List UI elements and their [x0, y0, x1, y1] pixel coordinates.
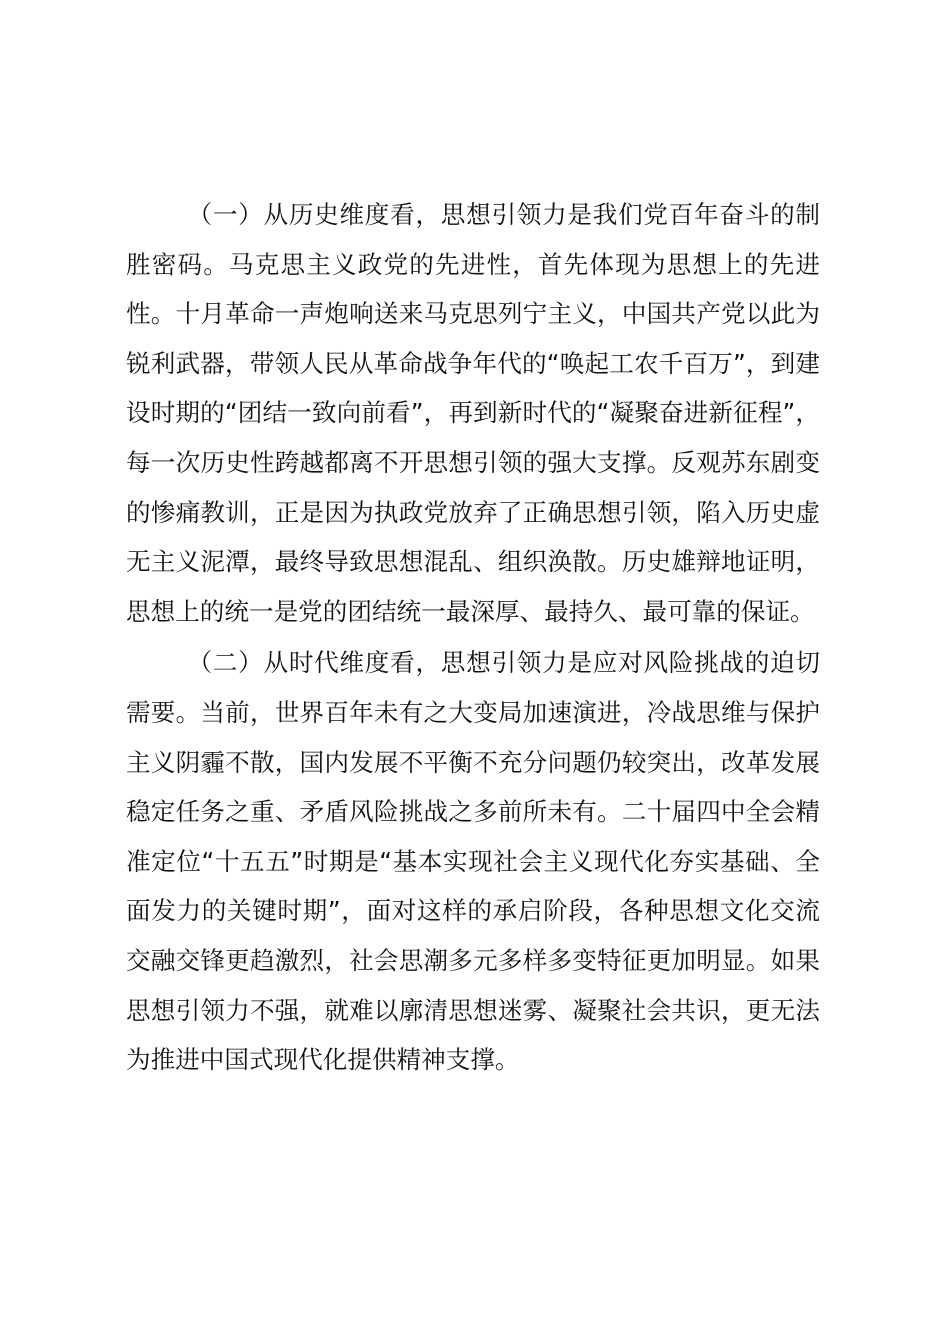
paragraph-era-dimension: （二）从时代维度看，思想引领力是应对风险挑战的迫切需要。当前，世界百年未有之大变局加速演进，冷战思维与保护主义阴霾不散，国内发展不平衡不充分问题仍较突出，改革发展稳定任务之重、矛盾风险挑战之多前所未有。二十届四中全会精准定位“十五五”时期是“基本实现社会主义现代化夯实基础、全面发力的关键时期”，面对这样的承启阶段，各种思想文化交流交融交锋更趋激烈，社会思潮多元多样多变特征更加明显。如果思想引领力不强，就难以廓清思想迷雾、凝聚社会共识，更无法为推进中国式现代化提供精神支撑。 [126, 648, 820, 1075]
paragraph-historical-dimension: （一）从历史维度看，思想引领力是我们党百年奋斗的制胜密码。马克思主义政党的先进性，首先体现为思想上的先进性。十月革命一声炮响送来马克思列宁主义，中国共产党以此为锐利武器，带领人民从革命战争年代的“唤起工农千百万”，到建设时期的“团结一致向前看”，再到新时代的“凝聚奋进新征程”，每一次历史性跨越都离不开思想引领的强大支撑。反观苏东剧变的惨痛教训，正是因为执政党放弃了正确思想引领，陷入历史虚无主义泥潭，最终导致思想混乱、组织涣散。历史雄辩地证明，思想上的统一是党的团结统一最深厚、最持久、最可靠的保证。 [126, 200, 820, 626]
document-page [126, 190, 820, 1085]
